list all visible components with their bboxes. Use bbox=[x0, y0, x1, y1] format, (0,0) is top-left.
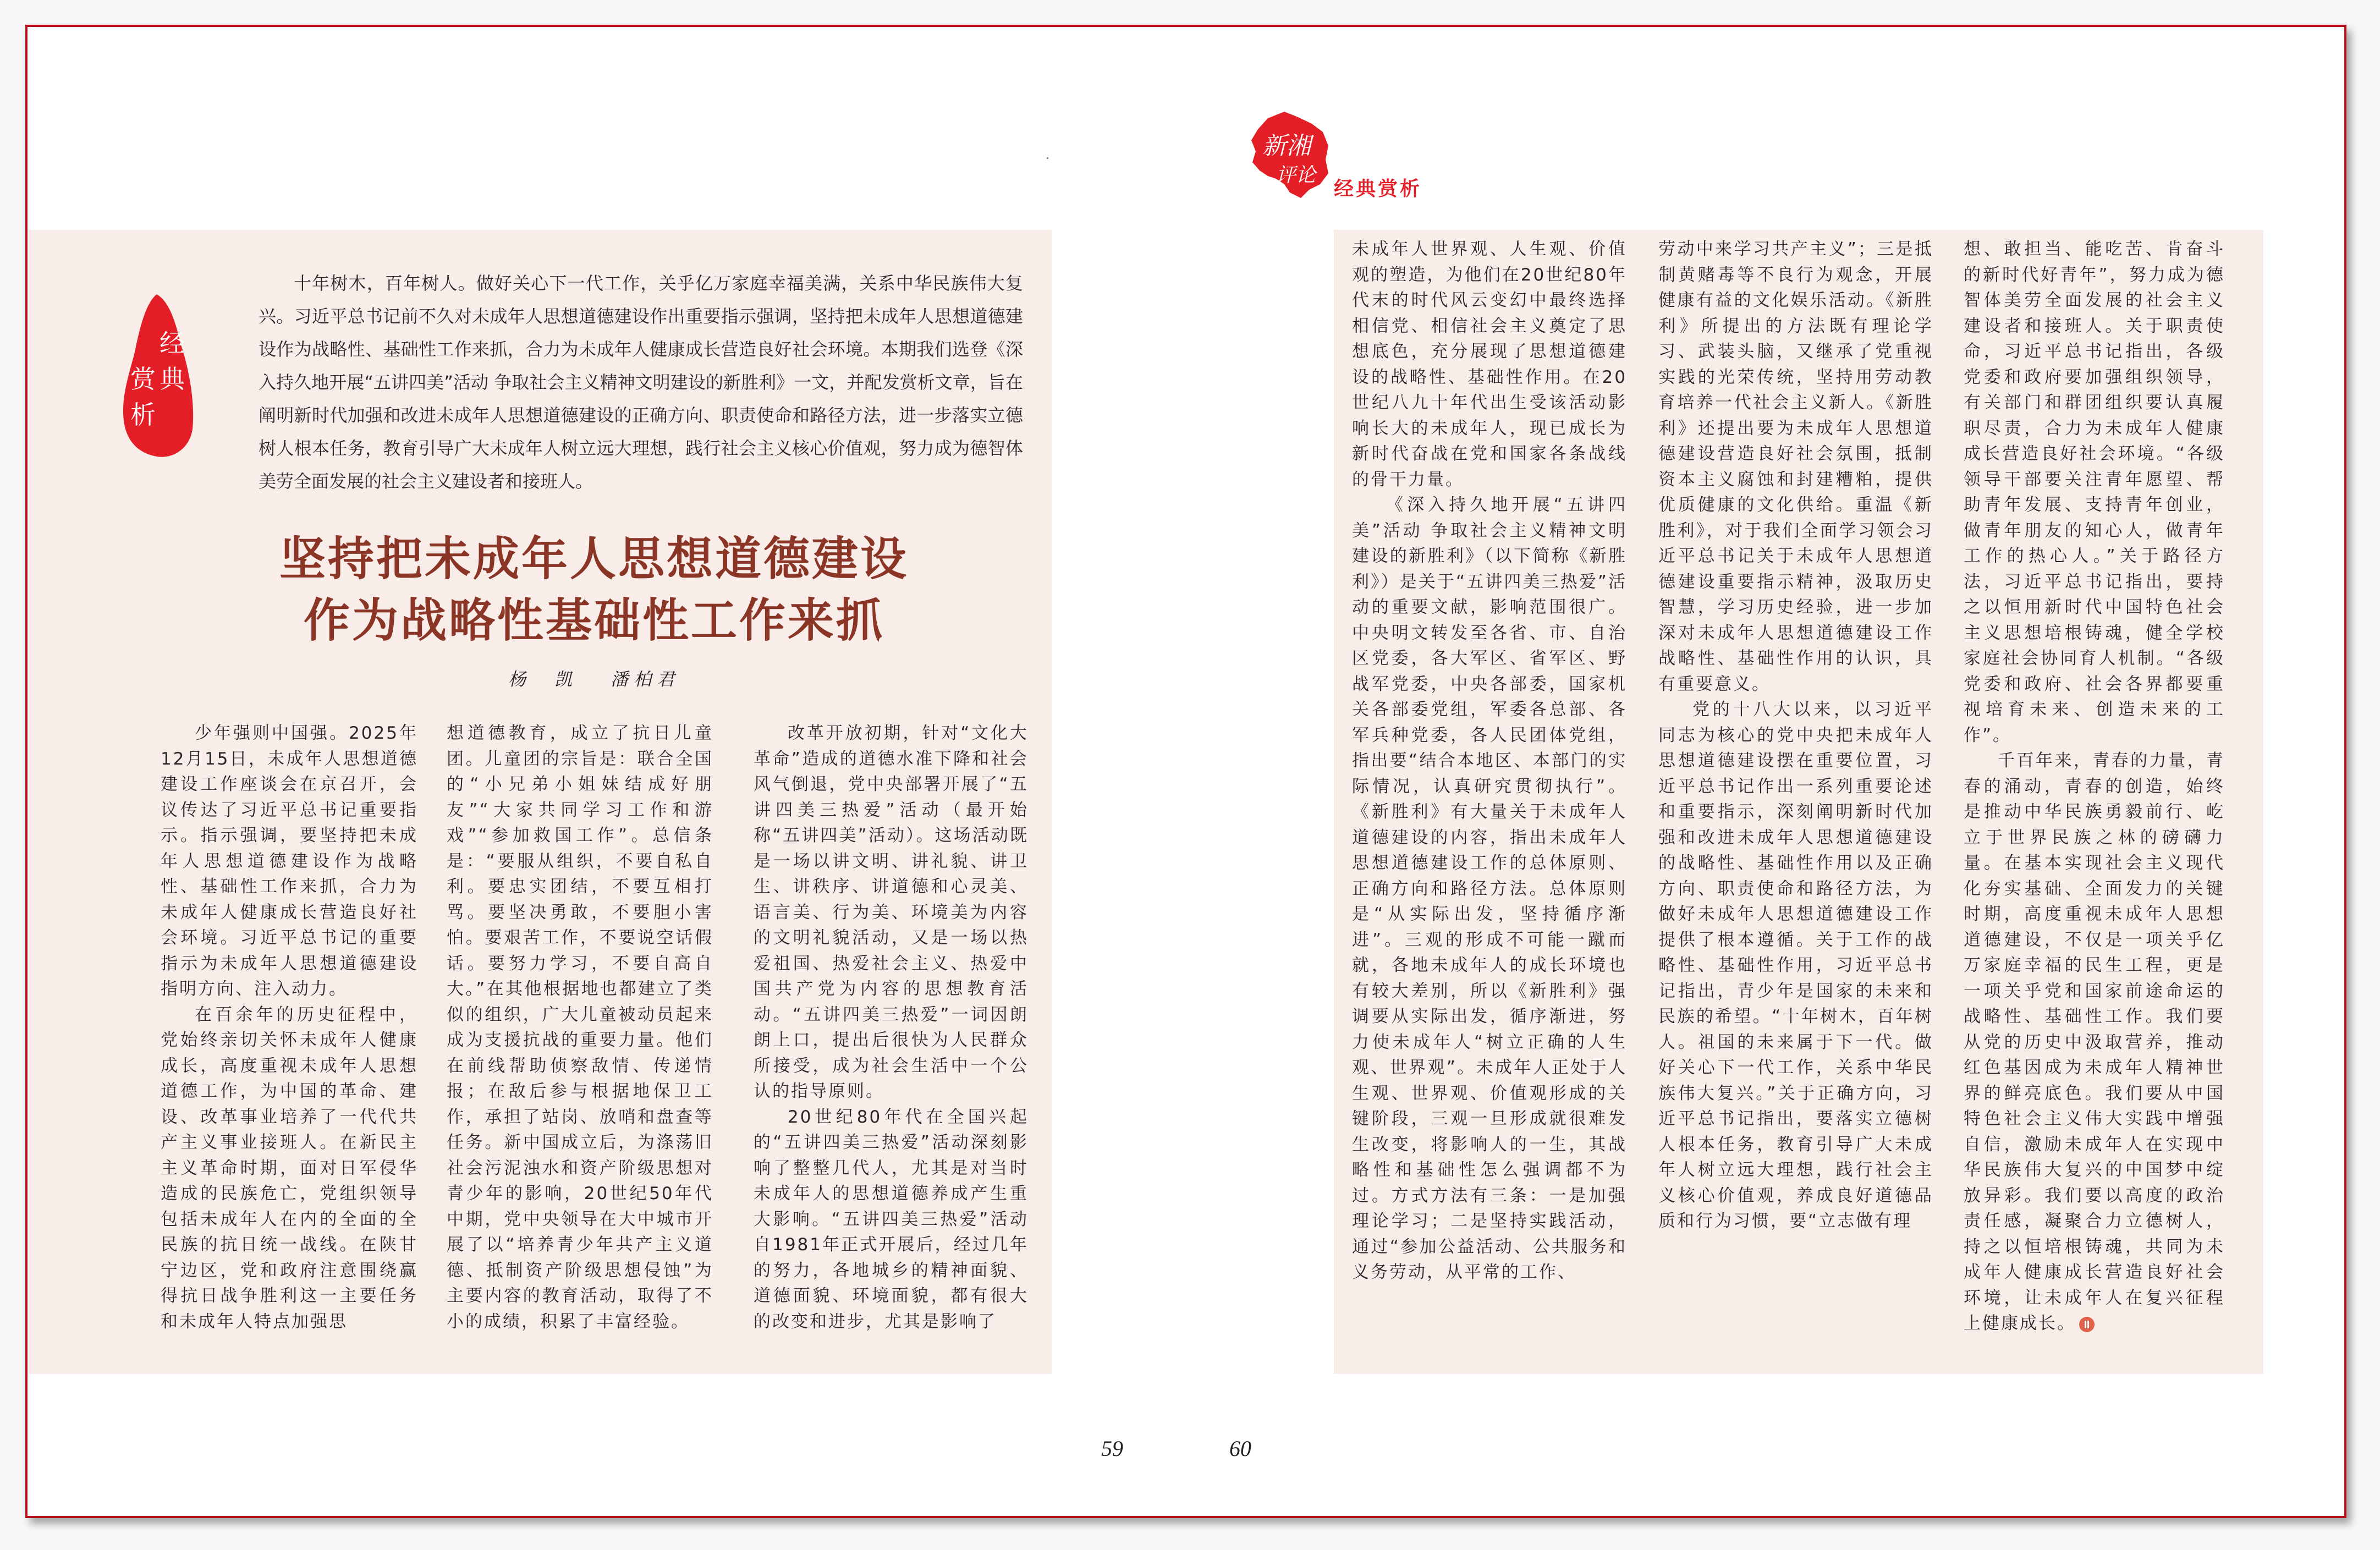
paragraph: 改革开放初期，针对“文化大革命”造成的道德水准下降和社会风气倒退，党中央部署开展了“五讲四美三热爱”活动（最开始称“五讲四美”活动）。这场活动既是一场以讲文明、讲礼貌、讲卫生、讲秩序、讲道德和心灵美、语言美、行为美、环境美为内容的文明礼貌活动，又是一场以热爱祖国、热爱社会主义、热爱中国共产党为内容的思想教育活动。“五讲四美三热爱”一词因朗朗上口，提出后很快为人民群众所接受，成为社会生活中一个公认的指导原则。 bbox=[754, 723, 1029, 1101]
right-column-1 bbox=[1352, 237, 1627, 1285]
end-of-article-icon bbox=[2079, 1317, 2095, 1332]
author-1: 杨 凯 bbox=[508, 669, 578, 690]
paragraph: 党的十八大以来，以习近平同志为核心的党中央把未成年人思想道德建设摆在重要位置，习近平总书记作出一系列重要论述和重要指示，深刻阐明新时代加强和改进未成年人思想道德建设的战略性、基础性作用以及正确方向、职责使命和路径方法，为做好未成年人思想道德建设工作提供了根本遵循。关于工作的战略性、基础性作用，习近平总书记指出，青少年是国家的未来和民族的希望。“十年树木，百年树人。祖国的未来属于下一代。做好关心下一代工作，关系中华民族伟大复兴。”关于正确方向，习近平总书记指出，要落实立德树人根本任务，教育引导广大未成年人树立远大理想，践行社会主义核心价值观，养成良好道德品质和行为习惯，要“立志做有理 bbox=[1658, 700, 1933, 1231]
paragraph: 未成年人世界观、人生观、价值观的塑造，为他们在20世纪80年代末的时代风云变幻中最终选择相信党、相信社会主义奠定了思想底色，充分展现了思想道德建设的战略性、基础性作用。在20世纪八九十年代出生受该活动影响长大的未成年人，现已成长为新时代奋战在党和国家各条战线的骨干力量。 bbox=[1352, 239, 1627, 490]
paragraph bbox=[1964, 748, 2225, 1337]
svg-text:赏: 赏 bbox=[130, 364, 156, 394]
left-column-2 bbox=[447, 721, 713, 1334]
title-line-1: 坚持把未成年人思想道德建设 bbox=[279, 531, 909, 586]
svg-text:经: 经 bbox=[160, 328, 185, 358]
paragraph: 劳动中来学习共产主义”；三是抵制黄赌毒等不良行为观念，开展健康有益的文化娱乐活动。《新胜利》所提出的方法既有理论学习、武装头脑，又继承了党重视实践的光荣传统，坚持用劳动教育培养一代社会主义新人。《新胜利》还提出要为未成年人思想道德建设营造良好社会氛围，抵制资本主义腐蚀和封建糟粕，提供优质健康的文化供给。重温《新胜利》，对于我们全面学习领会习近平总书记关于未成年人思想道德建设重要指示精神，汲取历史智慧，学习历史经验，进一步加深对未成年人思想道德建设工作战略性、基础性作用的认识，具有重要意义。 bbox=[1658, 239, 1933, 694]
paragraph: 想道德教育，成立了抗日儿童团。儿童团的宗旨是：联合全国的“小兄弟小姐妹结成好朋友”“大家共同学习工作和游戏”“参加救国工作”。总信条是：“要服从组织，不要自私自利。要忠实团结，不要互相打骂。要坚决勇敢，不要胆小害怕。要艰苦工作，不要说空话假话。要努力学习，不要自高自大。”在其他根据地也都建立了类似的组织，广大儿童被动员起来成为支援抗战的重要力量。他们在前线帮助侦察敌情、传递情报；在敌后参与根据地保卫工作，承担了站岗、放哨和盘查等任务。新中国成立后，为涤荡旧社会污泥浊水和资产阶级思想对青少年的影响，20世纪50年代中期，党中央领导在大中城市开展了以“培养青少年共产主义道德、抵制资产阶级思想侵蚀”为主要内容的教育活动，取得了不小的成绩，积累了丰富经验。 bbox=[447, 723, 713, 1332]
author-byline bbox=[209, 666, 979, 691]
paragraph: 想、敢担当、能吃苦、肯奋斗的新时代好青年”，努力成为德智体美劳全面发展的社会主义建设者和接班人。关于职责使命，习近平总书记指出，各级党委和政府要加强组织领导，有关部门和群团组织要认真履职尽责，合力为未成年人健康成长营造良好社会环境。“各级领导干部要关注青年愿望、帮助青年发展、支持青年创业，做青年朋友的知心人，做青年工作的热心人。”关于路径方法，习近平总书记指出，要持之以恒用新时代中国特色社会主义思想培根铸魂，健全学校家庭社会协同育人机制。“各级党委和政府、社会各界都要重视培育未来、创造未来的工作”。 bbox=[1964, 239, 2225, 745]
article-title bbox=[209, 528, 979, 651]
seal-stamp-icon bbox=[118, 292, 198, 462]
right-column-3 bbox=[1964, 237, 2225, 1337]
magazine-logo-icon bbox=[1246, 107, 1334, 201]
left-column-3 bbox=[754, 721, 1029, 1334]
svg-text:评论: 评论 bbox=[1276, 164, 1316, 186]
paragraph: 20世纪80年代在全国兴起的“五讲四美三热爱”活动深刻影响了整整几代人，尤其是对当时未成年人的思想道德养成产生重大影响。“五讲四美三热爱”活动自1981年正式开展后，经过几年的努力，各地城乡的精神面貌、道德面貌、环境面貌，都有很大的改变和进步，尤其是影响了 bbox=[754, 1107, 1029, 1332]
page-number-right: 60 bbox=[1229, 1436, 1251, 1461]
page-number-left: 59 bbox=[1101, 1436, 1123, 1461]
title-line-2: 作为战略性基础性工作来抓 bbox=[303, 593, 884, 647]
svg-text:典: 典 bbox=[160, 364, 185, 394]
final-paragraph-text: 千百年来，青春的力量，青春的涌动，青春的创造，始终是推动中华民族勇毅前行、屹立于世界民族之林的磅礴力量。在基本实现社会主义现代化夯实基础、全面发力的关键时期，高度重视未成年人思想道德建设，不仅是一项关乎亿万家庭幸福的民生工程，更是一项关乎党和国家前途命运的战略性、基础性工作。我们要从党的历史中汲取营养，推动红色基因成为未成年人精神世界的鲜亮底色。我们要从中国特色社会主义伟大实践中增强自信，激励未成年人在实现中华民族伟大复兴的中国梦中绽放异彩。我们要以高度的政治责任感，凝聚合力立德树人，持之以恒培根铸魂，共同为未成年人健康成长营造良好社会环境，让未成年人在复兴征程上健康成长。 bbox=[1964, 751, 2225, 1333]
paragraph: 少年强则中国强。2025年12月15日，未成年人思想道德建设工作座谈会在京召开，会议传达了习近平总书记重要指示。指示强调，要坚持把未成年人思想道德建设作为战略性、基础性工作来抓，合力为未成年人健康成长营造良好社会环境。习近平总书记的重要指示为未成年人思想道德建设指明方向、注入动力。 bbox=[161, 723, 418, 999]
svg-text:析: 析 bbox=[130, 400, 156, 430]
editor-intro: 十年树木，百年树人。做好关心下一代工作，关乎亿万家庭幸福美满，关系中华民族伟大复兴。习近平总书记前不久对未成年人思想道德建设作出重要指示强调，坚持把未成年人思想道德建设作为战略性、基础性工作来抓，合力为未成年人健康成长营造良好社会环境。本期我们选登《深入持久地开展“五讲四美”活动 争取社会主义精神文明建设的新胜利》一文，并配发赏析文章，旨在阐明新时代加强和改进未成年人思想道德建设的正确方向、职责使命和路径方法，进一步落实立德树人根本任务，教育引导广大未成年人树立远大理想，践行社会主义核心价值观，努力成为德智体美劳全面发展的社会主义建设者和接班人。 bbox=[259, 273, 1023, 492]
section-label: 经典赏析 bbox=[1334, 178, 1422, 200]
right-column-2 bbox=[1658, 237, 1933, 1234]
left-column-1 bbox=[161, 721, 418, 1334]
paragraph: 《深入持久地开展“五讲四美”活动 争取社会主义精神文明建设的新胜利》（以下简称《新胜利》）是关于“五讲四美三热爱”活动的重要文献，影响范围很广。中央明文转发至各省、市、自治区党委，各大军区、省军区、野战军党委，中央各部委，国家机关各部委党组，军委各总部、各军兵种党委，各人民团体党组，指出要“结合本地区、本部门的实际情况，认真研究贯彻执行”。《新胜利》有大量关于未成年人道德建设的内容，指出未成年人思想道德建设工作的总体原则、正确方向和路径方法。总体原则是“从实际出发，坚持循序渐进”。三观的形成不可能一蹴而就，各地未成年人的成长环境也有较大差别，所以《新胜利》强调要从实际出发，循序渐进，努力使未成年人“树立正确的人生观、世界观”。未成年人正处于人生观、世界观、价值观形成的关键阶段，三观一旦形成就很难发生改变，将影响人的一生，其战略性和基础性怎么强调都不为过。方式方法有三条：一是加强理论学习；二是坚持实践活动，通过“参加公益活动、公共服务和义务劳动，从平常的工作、 bbox=[1352, 495, 1627, 1282]
svg-text:新湘: 新湘 bbox=[1262, 132, 1311, 160]
paragraph: 在百余年的历史征程中，党始终亲切关怀未成年人健康成长，高度重视未成年人思想道德工作，为中国的革命、建设、改革事业培养了一代代共产主义事业接班人。在新民主主义革命时期，面对日军侵华造成的民族危亡，党组织领导包括未成年人在内的全面的全民族的抗日统一战线。在陕甘宁边区，党和政府注意围绕赢得抗日战争胜利这一主要任务和未成年人特点加强思 bbox=[161, 1004, 418, 1332]
author-2: 潘柏君 bbox=[611, 669, 680, 690]
print-dot bbox=[1047, 157, 1048, 159]
